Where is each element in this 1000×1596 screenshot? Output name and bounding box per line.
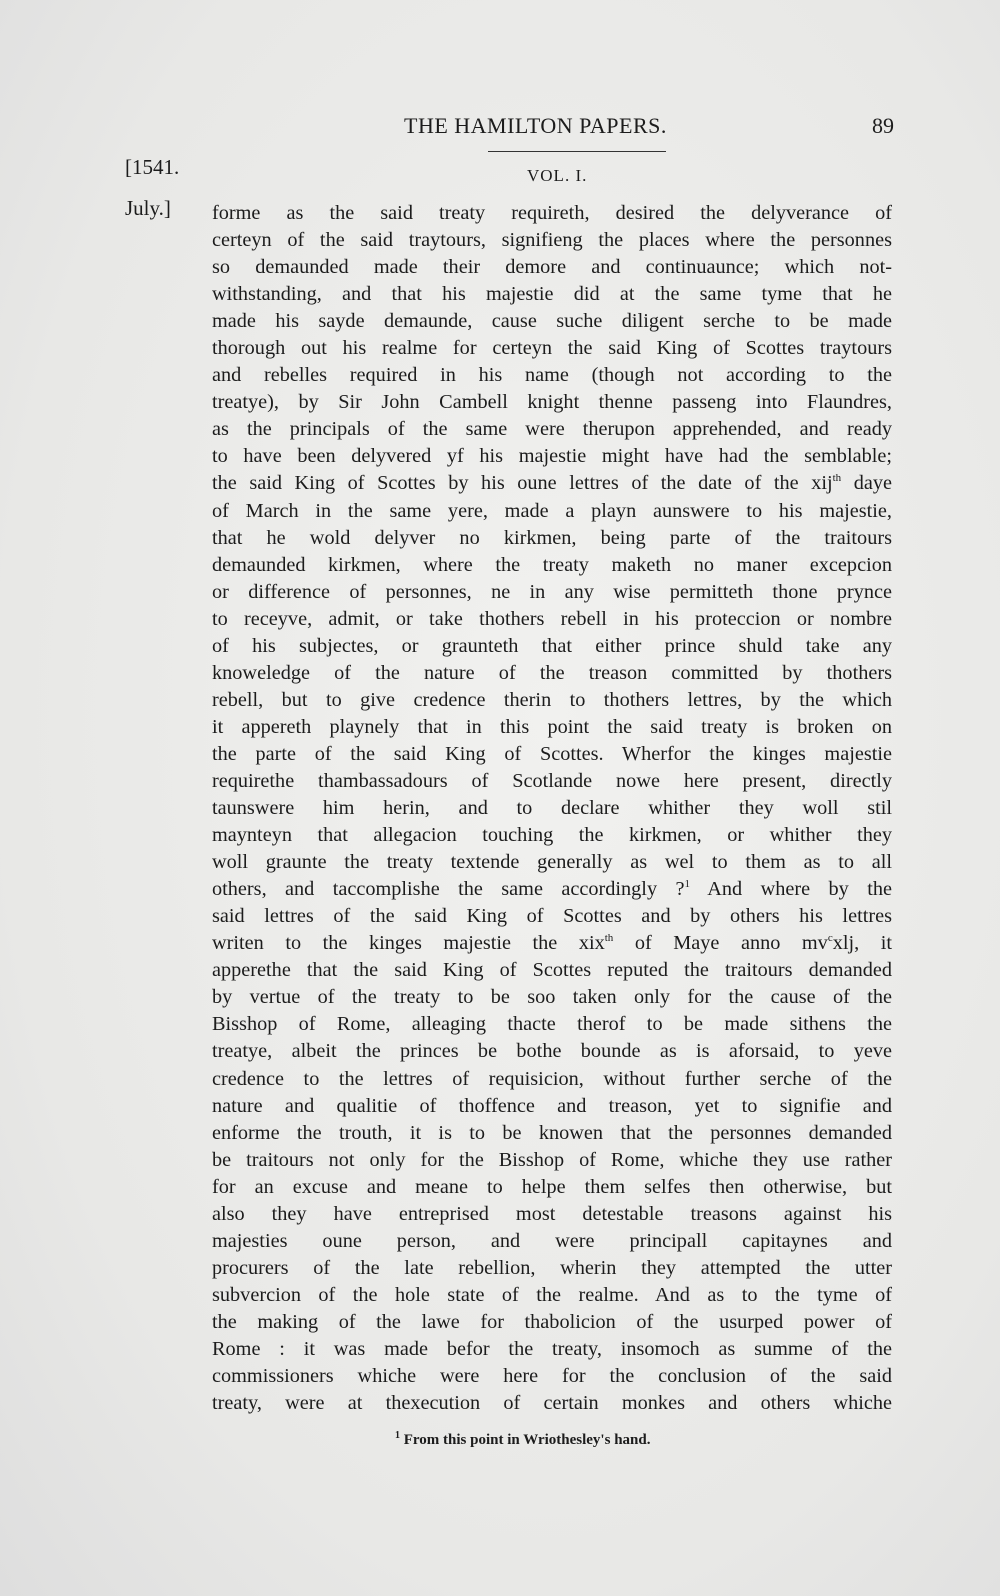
text-line-content: enforme the trouth, it is to be knowen that the personnes demanded bbox=[212, 1121, 892, 1144]
text-line-content: made his sayde demaunde, cause suche diligent serche to be made bbox=[212, 310, 892, 333]
text-line bbox=[212, 579, 892, 606]
text-line-content: apperethe that the said King of Scottes reputed the traitours demanded bbox=[212, 959, 892, 982]
text-line-content: the parte of the said King of Scottes. Wherfor the kinges majestie bbox=[212, 742, 892, 765]
text-line bbox=[212, 768, 892, 795]
text-line bbox=[212, 308, 892, 335]
text-line bbox=[212, 795, 892, 822]
text-line-content: of March in the same yere, made a playn aunswere to his majestie, bbox=[212, 499, 892, 522]
text-line bbox=[212, 714, 892, 741]
margin-month: July.] bbox=[125, 196, 171, 220]
text-line-content: of his subjectes, or graunteth that either prince shuld take any bbox=[212, 634, 892, 657]
superscript: c bbox=[827, 932, 833, 945]
text-line-content: nature and qualitie of thoffence and treason, yet to signifie and bbox=[212, 1094, 892, 1117]
text-line-content: to have been delyvered yf his majestie might have had the semblable; bbox=[212, 445, 892, 468]
text-line bbox=[212, 1255, 892, 1282]
superscript: th bbox=[832, 472, 842, 485]
text-line bbox=[212, 606, 892, 633]
text-line-content: by vertue of the treaty to be soo taken only for the cause of the bbox=[212, 986, 892, 1009]
text-line bbox=[212, 1282, 892, 1309]
text-line bbox=[212, 443, 892, 470]
text-line bbox=[212, 1201, 892, 1228]
text-line bbox=[212, 498, 892, 525]
margin-year: [1541. bbox=[125, 155, 180, 179]
text-line-content: woll graunte the treaty textende generally as wel to them as to all bbox=[212, 851, 892, 874]
volume-label: VOL. I. bbox=[527, 166, 588, 185]
text-line-content: Bisshop of Rome, alleaging thacte therof to be made sithens the bbox=[212, 1013, 892, 1036]
text-line bbox=[212, 470, 892, 497]
text-line-content: rebell, but to give credence therin to thothers lettres, by the which bbox=[212, 688, 892, 711]
text-line-content: to receyve, admit, or take thothers rebell in his proteccion or nombre bbox=[212, 607, 892, 630]
text-line-content: others, and taccomplishe the same accordingly ? bbox=[212, 878, 685, 901]
text-line bbox=[212, 957, 892, 984]
text-line bbox=[212, 1390, 892, 1417]
text-line-tail: daye bbox=[841, 472, 892, 495]
text-line bbox=[212, 389, 892, 416]
text-line-content: the making of the lawe for thabolicion of the usurped power of bbox=[212, 1310, 892, 1333]
text-line bbox=[212, 1309, 892, 1336]
text-line bbox=[212, 849, 892, 876]
text-line bbox=[212, 984, 892, 1011]
page-number: 89 bbox=[872, 113, 894, 138]
text-line bbox=[212, 1066, 892, 1093]
superscript: th bbox=[604, 932, 614, 945]
text-line bbox=[212, 281, 892, 308]
text-line-content: thorough out his realme for certeyn the said King of Scottes traytours bbox=[212, 337, 892, 360]
text-line bbox=[212, 254, 892, 281]
text-line-content: forme as the said treaty requireth, desired the delyverance of bbox=[212, 202, 892, 224]
text-line-content: treatye, albeit the princes be bothe bounde as is aforsaid, to yeve bbox=[212, 1040, 892, 1063]
text-line bbox=[212, 876, 892, 903]
text-line-content: that he wold delyver no kirkmen, being parte of the traitours bbox=[212, 526, 892, 549]
text-line-content: requirethe thambassadours of Scotlande nowe here present, directly bbox=[212, 769, 892, 792]
text-line-content: demaunded kirkmen, where the treaty maketh no maner excepcion bbox=[212, 553, 892, 576]
text-line bbox=[212, 741, 892, 768]
text-line bbox=[212, 335, 892, 362]
text-line-tail: xlj, it bbox=[832, 932, 892, 955]
header-rule bbox=[488, 151, 666, 152]
text-line-content: it appereth playnely that in this point the said treaty is broken on bbox=[212, 715, 892, 738]
text-line bbox=[212, 633, 892, 660]
text-line bbox=[212, 687, 892, 714]
footnote-marker: 1 bbox=[684, 878, 690, 891]
footnote bbox=[395, 1432, 650, 1449]
text-line bbox=[212, 200, 892, 227]
text-line-content: also they have entreprised most detestable treasons against his bbox=[212, 1202, 892, 1225]
running-title: THE HAMILTON PAPERS. bbox=[404, 113, 667, 138]
text-line-content: certeyn of the said traytours, signifieng the places where the personnes bbox=[212, 229, 892, 252]
text-line-content: commissioners whiche were here for the conclusion of the said bbox=[212, 1365, 892, 1388]
footnote-mark: 1 bbox=[395, 1430, 400, 1441]
text-line-content: the said King of Scottes by his oune lettres of the date of the xij bbox=[212, 472, 833, 495]
text-line-content: writen to the kinges majestie the xix bbox=[212, 932, 605, 955]
body-text bbox=[212, 200, 892, 1417]
text-line-content: withstanding, and that his majestie did at the same tyme that he bbox=[212, 283, 892, 306]
text-line bbox=[212, 227, 892, 254]
text-line-content: procurers of the late rebellion, wherin they attempted the utter bbox=[212, 1256, 892, 1279]
text-line bbox=[212, 660, 892, 687]
text-line-tail: And where by the bbox=[689, 878, 892, 901]
text-line bbox=[212, 1038, 892, 1065]
text-line bbox=[212, 822, 892, 849]
text-line-content: or difference of personnes, ne in any wise permitteth thone prynce bbox=[212, 580, 892, 603]
text-line-content: be traitours not only for the Bisshop of Rome, whiche they use rather bbox=[212, 1148, 892, 1171]
text-line-content: treaty, were at thexecution of certain monkes and others whiche bbox=[212, 1392, 892, 1415]
text-line-content: subvercion of the hole state of the realme. And as to the tyme of bbox=[212, 1283, 892, 1306]
text-line bbox=[212, 1147, 892, 1174]
text-line bbox=[212, 1093, 892, 1120]
text-line bbox=[212, 1336, 892, 1363]
text-line bbox=[212, 1120, 892, 1147]
text-line bbox=[212, 552, 892, 579]
text-line-content: so demaunded made their demore and continuaunce; which not- bbox=[212, 256, 892, 279]
text-line-content: as the principals of the same were therupon apprehended, and ready bbox=[212, 418, 892, 441]
text-line-content: Rome : it was made befor the treaty, insomoch as summe of the bbox=[212, 1337, 892, 1360]
text-line-content: maynteyn that allegacion touching the kirkmen, or whither they bbox=[212, 824, 892, 847]
text-line-content: treatye), by Sir John Cambell knight thenne passeng into Flaundres, bbox=[212, 391, 892, 414]
text-line-content: knoweledge of the nature of the treason committed by thothers bbox=[212, 661, 892, 684]
text-line bbox=[212, 1228, 892, 1255]
text-line bbox=[212, 1363, 892, 1390]
text-line-mid: of Maye anno mv bbox=[613, 932, 828, 955]
text-line bbox=[212, 416, 892, 443]
text-line-content: and rebelles required in his name (though not according to the bbox=[212, 364, 892, 387]
text-line bbox=[212, 525, 892, 552]
text-line bbox=[212, 1011, 892, 1038]
text-line bbox=[212, 362, 892, 389]
text-line-content: majesties oune person, and were principall capitaynes and bbox=[212, 1229, 892, 1252]
text-line bbox=[212, 930, 892, 957]
text-line-content: credence to the lettres of requisicion, without further serche of the bbox=[212, 1067, 892, 1090]
footnote-text: From this point in Wriothesley's hand. bbox=[400, 1432, 651, 1448]
text-line bbox=[212, 1174, 892, 1201]
text-line-content: taunswere him herin, and to declare whither they woll stil bbox=[212, 797, 892, 820]
text-line-content: said lettres of the said King of Scottes and by others his lettres bbox=[212, 905, 892, 928]
text-line bbox=[212, 903, 892, 930]
text-line-content: for an excuse and meane to helpe them selfes then otherwise, but bbox=[212, 1175, 892, 1198]
